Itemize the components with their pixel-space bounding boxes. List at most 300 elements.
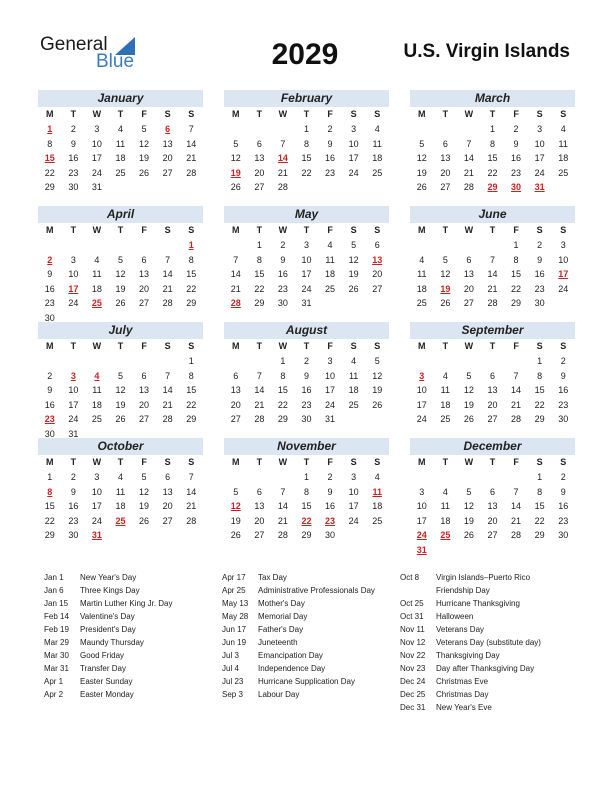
day-cell: 21 (162, 399, 173, 410)
month-february (224, 90, 389, 195)
holiday-entry (222, 675, 412, 688)
holiday-entry (400, 701, 590, 714)
holiday-day-cell: 14 (277, 153, 288, 163)
day-cell: 30 (301, 414, 312, 424)
day-cell: 30 (558, 414, 569, 424)
holiday-date: Oct 8 (400, 573, 420, 582)
holiday-date: May 13 (222, 599, 249, 608)
day-cell: 23 (558, 515, 569, 526)
weekday-header: M (418, 109, 426, 119)
holiday-day-cell: 19 (230, 167, 241, 178)
day-cell: 9 (560, 370, 566, 381)
day-cell: 28 (487, 298, 498, 308)
holiday-name: Friendship Day (436, 586, 490, 595)
day-cell: 22 (44, 515, 55, 526)
holiday-name: Hurricane Supplication Day (258, 677, 355, 686)
holiday-name: Veterans Day (substitute day) (436, 638, 541, 647)
day-grid (410, 223, 575, 311)
holiday-name: Good Friday (80, 651, 125, 660)
day-cell: 22 (186, 283, 197, 294)
empty-day-cell (434, 238, 458, 253)
day-grid (38, 339, 203, 441)
holiday-day-cell: 15 (44, 153, 55, 163)
day-cell: 7 (280, 138, 286, 149)
day-cell: 1 (489, 124, 495, 134)
day-cell: 21 (230, 283, 241, 294)
holiday-entry (400, 675, 590, 688)
weekday-header: S (560, 109, 567, 119)
day-cell: 4 (351, 356, 357, 366)
empty-day-cell (481, 354, 505, 369)
month-name: April (38, 206, 203, 223)
holiday-day-cell: 31 (416, 544, 427, 555)
holiday-entry (400, 623, 590, 636)
day-cell: 15 (44, 501, 55, 511)
holiday-name: Veterans Day (436, 625, 485, 634)
weekday-header: W (92, 341, 102, 351)
day-cell: 6 (256, 138, 262, 149)
weekday-header: W (278, 225, 288, 235)
day-cell: 24 (348, 515, 359, 526)
weekday-header: F (141, 109, 147, 119)
weekday-header: T (489, 341, 496, 351)
day-cell: 11 (115, 138, 126, 149)
holiday-entry (44, 584, 234, 597)
day-cell: 8 (513, 254, 519, 265)
day-cell: 2 (560, 356, 566, 366)
day-cell: 17 (348, 501, 359, 511)
day-cell: 11 (92, 269, 102, 279)
holiday-name: Virgin Islands–Puerto Rico (436, 573, 531, 582)
holiday-column (400, 571, 590, 714)
day-cell: 19 (115, 283, 126, 294)
weekday-header: S (536, 341, 543, 351)
weekday-header: S (350, 457, 357, 467)
day-cell: 25 (372, 167, 383, 178)
day-cell: 2 (537, 240, 543, 250)
day-cell: 8 (537, 486, 543, 497)
holiday-name: Administrative Professionals Day (258, 586, 375, 595)
day-cell: 16 (534, 269, 545, 279)
holiday-entry (400, 649, 590, 662)
day-cell: 7 (233, 254, 239, 265)
day-cell: 24 (301, 283, 312, 294)
calendar-year: 2029 (271, 38, 339, 71)
holiday-name: Martin Luther King Jr. Day (80, 599, 173, 608)
day-cell: 5 (374, 356, 380, 366)
day-cell: 19 (463, 515, 474, 526)
holiday-entry (222, 662, 412, 675)
weekday-header: S (164, 109, 171, 119)
day-cell: 8 (489, 138, 495, 149)
day-cell: 29 (186, 414, 197, 424)
month-june (410, 206, 575, 311)
day-cell: 7 (256, 370, 262, 381)
day-cell: 10 (68, 269, 79, 279)
day-cell: 6 (233, 370, 239, 381)
empty-day-cell (109, 238, 133, 253)
empty-day-cell (132, 238, 156, 253)
month-march (410, 90, 575, 195)
empty-day-cell (85, 238, 109, 253)
brand-logo (40, 34, 150, 74)
day-cell: 29 (277, 414, 288, 424)
day-cell: 27 (372, 283, 383, 294)
holiday-day-cell: 11 (372, 486, 382, 497)
holiday-name: Maundy Thursday (80, 638, 144, 647)
day-cell: 20 (463, 283, 474, 294)
weekday-header: F (327, 225, 333, 235)
day-cell: 4 (117, 124, 123, 134)
day-cell: 22 (534, 515, 545, 526)
day-cell: 3 (419, 486, 425, 497)
month-december (410, 438, 575, 557)
holiday-date: Feb 19 (44, 625, 69, 634)
day-cell: 28 (162, 298, 173, 308)
day-cell: 13 (139, 385, 150, 395)
holiday-day-cell: 28 (230, 298, 241, 308)
holiday-name: Easter Sunday (80, 677, 133, 686)
day-cell: 8 (303, 486, 309, 497)
holiday-entry (222, 636, 412, 649)
day-cell: 1 (537, 356, 543, 366)
day-cell: 5 (141, 124, 147, 134)
day-cell: 24 (416, 414, 427, 424)
holiday-name: Thanksgiving Day (436, 651, 500, 660)
holiday-entry (44, 662, 234, 675)
weekday-header: S (560, 457, 567, 467)
day-cell: 6 (489, 370, 495, 381)
empty-day-cell (504, 354, 528, 369)
day-cell: 3 (351, 472, 357, 482)
weekday-header: S (536, 225, 543, 235)
weekday-header: F (141, 225, 147, 235)
day-cell: 1 (303, 124, 309, 134)
weekday-header: W (278, 109, 288, 119)
day-cell: 5 (117, 254, 123, 265)
holiday-day-cell: 6 (165, 124, 171, 134)
day-cell: 14 (487, 269, 498, 279)
day-cell: 24 (534, 167, 545, 178)
day-cell: 7 (188, 124, 194, 134)
day-cell: 31 (325, 414, 336, 424)
day-cell: 22 (511, 283, 522, 294)
holiday-day-cell: 23 (325, 515, 336, 526)
day-cell: 25 (372, 515, 383, 526)
day-cell: 16 (44, 399, 55, 410)
weekday-header: T (303, 225, 310, 235)
day-cell: 17 (416, 399, 427, 410)
day-cell: 20 (139, 399, 150, 410)
day-cell: 4 (327, 240, 333, 250)
day-cell: 13 (230, 385, 241, 395)
day-cell: 29 (534, 530, 545, 540)
holiday-date: Nov 22 (400, 651, 426, 660)
day-cell: 3 (70, 254, 76, 265)
day-cell: 10 (91, 138, 102, 149)
holiday-day-cell: 31 (534, 182, 545, 192)
holiday-entry (44, 636, 234, 649)
day-cell: 17 (68, 399, 79, 410)
holiday-entry (44, 610, 234, 623)
day-cell: 3 (351, 124, 357, 134)
day-cell: 10 (325, 370, 336, 381)
empty-day-cell (224, 238, 248, 253)
day-cell: 24 (558, 283, 569, 294)
holiday-entry (400, 636, 590, 649)
day-cell: 4 (442, 486, 448, 497)
day-cell: 2 (327, 124, 333, 134)
weekday-header: S (374, 341, 381, 351)
day-cell: 9 (327, 138, 333, 149)
day-cell: 23 (558, 399, 569, 410)
holiday-name: Easter Monday (80, 690, 134, 699)
holiday-date: Apr 1 (44, 677, 64, 686)
holiday-entry (44, 571, 234, 584)
day-cell: 14 (511, 385, 522, 395)
day-cell: 26 (440, 298, 451, 308)
day-cell: 25 (440, 414, 451, 424)
day-cell: 22 (301, 167, 312, 178)
empty-day-cell (248, 354, 272, 369)
empty-day-cell (248, 122, 272, 137)
weekday-header: T (70, 341, 77, 351)
day-cell: 12 (463, 501, 474, 511)
weekday-header: T (117, 109, 124, 119)
day-cell: 22 (44, 167, 55, 178)
day-cell: 7 (188, 472, 194, 482)
day-cell: 29 (44, 530, 55, 540)
weekday-header: S (350, 225, 357, 235)
holiday-date: Oct 31 (400, 612, 424, 621)
holiday-column (44, 571, 234, 701)
day-cell: 8 (280, 370, 286, 381)
day-cell: 29 (186, 298, 197, 308)
weekday-header: F (327, 341, 333, 351)
day-cell: 29 (254, 298, 265, 308)
holiday-date: Jun 19 (222, 638, 247, 647)
holiday-entry (222, 623, 412, 636)
day-cell: 12 (139, 486, 150, 497)
day-cell: 21 (277, 515, 288, 526)
holiday-entry (222, 571, 412, 584)
day-cell: 29 (534, 414, 545, 424)
month-name: October (38, 438, 203, 455)
day-cell: 25 (115, 167, 126, 178)
day-cell: 25 (91, 414, 102, 424)
holiday-entry (222, 688, 412, 701)
weekday-header: T (256, 225, 263, 235)
holiday-date: Oct 25 (400, 599, 424, 608)
holiday-date: Jan 1 (44, 573, 64, 582)
day-cell: 3 (327, 356, 333, 366)
day-cell: 9 (47, 269, 53, 279)
month-name: December (410, 438, 575, 455)
holiday-entry (400, 571, 590, 584)
holiday-entry (400, 610, 590, 623)
day-cell: 27 (139, 298, 150, 308)
day-grid (224, 107, 389, 195)
day-cell: 25 (416, 298, 427, 308)
weekday-header: W (278, 457, 288, 467)
day-cell: 6 (165, 472, 171, 482)
empty-day-cell (156, 238, 180, 253)
day-cell: 17 (301, 269, 312, 279)
weekday-header: S (536, 109, 543, 119)
day-cell: 27 (139, 414, 150, 424)
holiday-date: Jul 23 (222, 677, 244, 686)
day-cell: 6 (141, 254, 147, 265)
day-cell: 12 (230, 153, 241, 163)
day-cell: 25 (325, 283, 336, 294)
day-cell: 9 (303, 370, 309, 381)
day-cell: 14 (463, 153, 474, 163)
day-cell: 20 (254, 515, 265, 526)
month-january (38, 90, 203, 195)
day-cell: 16 (301, 385, 312, 395)
holiday-name: New Year's Day (80, 573, 137, 582)
day-cell: 30 (44, 312, 55, 323)
day-cell: 26 (115, 298, 126, 308)
day-cell: 10 (416, 385, 427, 395)
day-cell: 15 (487, 153, 498, 163)
day-cell: 26 (463, 414, 474, 424)
day-cell: 10 (348, 138, 359, 149)
day-cell: 23 (44, 298, 55, 308)
weekday-header: S (350, 341, 357, 351)
day-cell: 9 (47, 385, 53, 395)
day-cell: 16 (558, 501, 569, 511)
day-cell: 20 (254, 167, 265, 178)
day-cell: 10 (416, 501, 427, 511)
weekday-header: T (117, 341, 124, 351)
day-cell: 16 (68, 501, 79, 511)
day-cell: 22 (186, 399, 197, 410)
day-cell: 18 (115, 153, 126, 163)
day-cell: 19 (348, 269, 359, 279)
weekday-header: M (232, 225, 240, 235)
day-cell: 2 (280, 240, 286, 250)
weekday-header: W (464, 457, 474, 467)
day-cell: 2 (47, 370, 53, 381)
day-cell: 6 (374, 240, 380, 250)
day-cell: 19 (416, 167, 427, 178)
empty-day-cell (271, 470, 295, 485)
day-cell: 10 (558, 254, 569, 265)
day-cell: 11 (325, 254, 335, 265)
empty-day-cell (62, 354, 86, 369)
day-cell: 1 (188, 356, 194, 366)
day-cell: 1 (303, 472, 309, 482)
day-cell: 12 (115, 269, 126, 279)
day-cell: 31 (91, 182, 102, 192)
weekday-header: F (513, 341, 519, 351)
day-cell: 3 (560, 240, 566, 250)
day-cell: 30 (325, 530, 336, 540)
day-cell: 26 (348, 283, 359, 294)
day-cell: 28 (186, 167, 197, 178)
holiday-name: Father's Day (258, 625, 304, 634)
day-cell: 23 (301, 399, 312, 410)
day-cell: 10 (301, 254, 312, 265)
weekday-header: T (303, 457, 310, 467)
day-cell: 1 (47, 472, 53, 482)
day-cell: 20 (372, 269, 383, 279)
day-cell: 7 (489, 254, 495, 265)
day-cell: 8 (537, 370, 543, 381)
weekday-header: S (164, 225, 171, 235)
holiday-entry (44, 649, 234, 662)
weekday-header: T (70, 457, 77, 467)
day-grid (224, 455, 389, 543)
day-cell: 24 (91, 515, 102, 526)
day-cell: 12 (348, 254, 359, 265)
empty-day-cell (434, 354, 458, 369)
holiday-name: Day after Thanksgiving Day (436, 664, 535, 673)
day-cell: 26 (372, 399, 383, 410)
empty-day-cell (224, 470, 248, 485)
day-cell: 16 (325, 153, 336, 163)
day-cell: 30 (68, 530, 79, 540)
day-cell: 8 (47, 138, 53, 149)
weekday-header: S (536, 457, 543, 467)
day-cell: 7 (513, 486, 519, 497)
day-cell: 12 (440, 269, 451, 279)
holiday-entry (222, 610, 412, 623)
day-cell: 25 (558, 167, 569, 178)
empty-day-cell (156, 354, 180, 369)
day-cell: 19 (115, 399, 126, 410)
day-cell: 20 (162, 153, 173, 163)
holiday-day-cell: 25 (91, 298, 102, 308)
holiday-date: Jan 15 (44, 599, 69, 608)
day-cell: 18 (325, 269, 336, 279)
day-cell: 20 (487, 399, 498, 410)
day-cell: 15 (186, 385, 197, 395)
empty-day-cell (410, 470, 434, 485)
holiday-name: Valentine's Day (80, 612, 135, 621)
day-cell: 16 (511, 153, 522, 163)
day-cell: 15 (301, 153, 312, 163)
day-cell: 14 (186, 138, 197, 149)
day-cell: 2 (70, 124, 76, 134)
weekday-header: W (464, 109, 474, 119)
weekday-header: T (256, 109, 263, 119)
day-cell: 28 (511, 530, 522, 540)
weekday-header: T (442, 109, 449, 119)
holiday-entry (400, 584, 590, 597)
day-cell: 2 (70, 472, 76, 482)
day-cell: 4 (374, 472, 380, 482)
holiday-day-cell: 30 (511, 182, 522, 192)
weekday-header: T (117, 457, 124, 467)
weekday-header: W (464, 341, 474, 351)
holiday-day-cell: 25 (115, 515, 126, 526)
day-cell: 12 (139, 138, 150, 149)
empty-day-cell (434, 470, 458, 485)
empty-day-cell (224, 354, 248, 369)
day-cell: 22 (534, 399, 545, 410)
day-cell: 4 (419, 254, 425, 265)
day-cell: 11 (115, 486, 126, 497)
holiday-day-cell: 1 (47, 124, 53, 134)
day-cell: 20 (162, 501, 173, 511)
day-cell: 31 (68, 428, 79, 439)
day-cell: 13 (440, 153, 451, 163)
weekday-header: M (232, 109, 240, 119)
day-cell: 15 (534, 501, 545, 511)
weekday-header: S (188, 225, 195, 235)
